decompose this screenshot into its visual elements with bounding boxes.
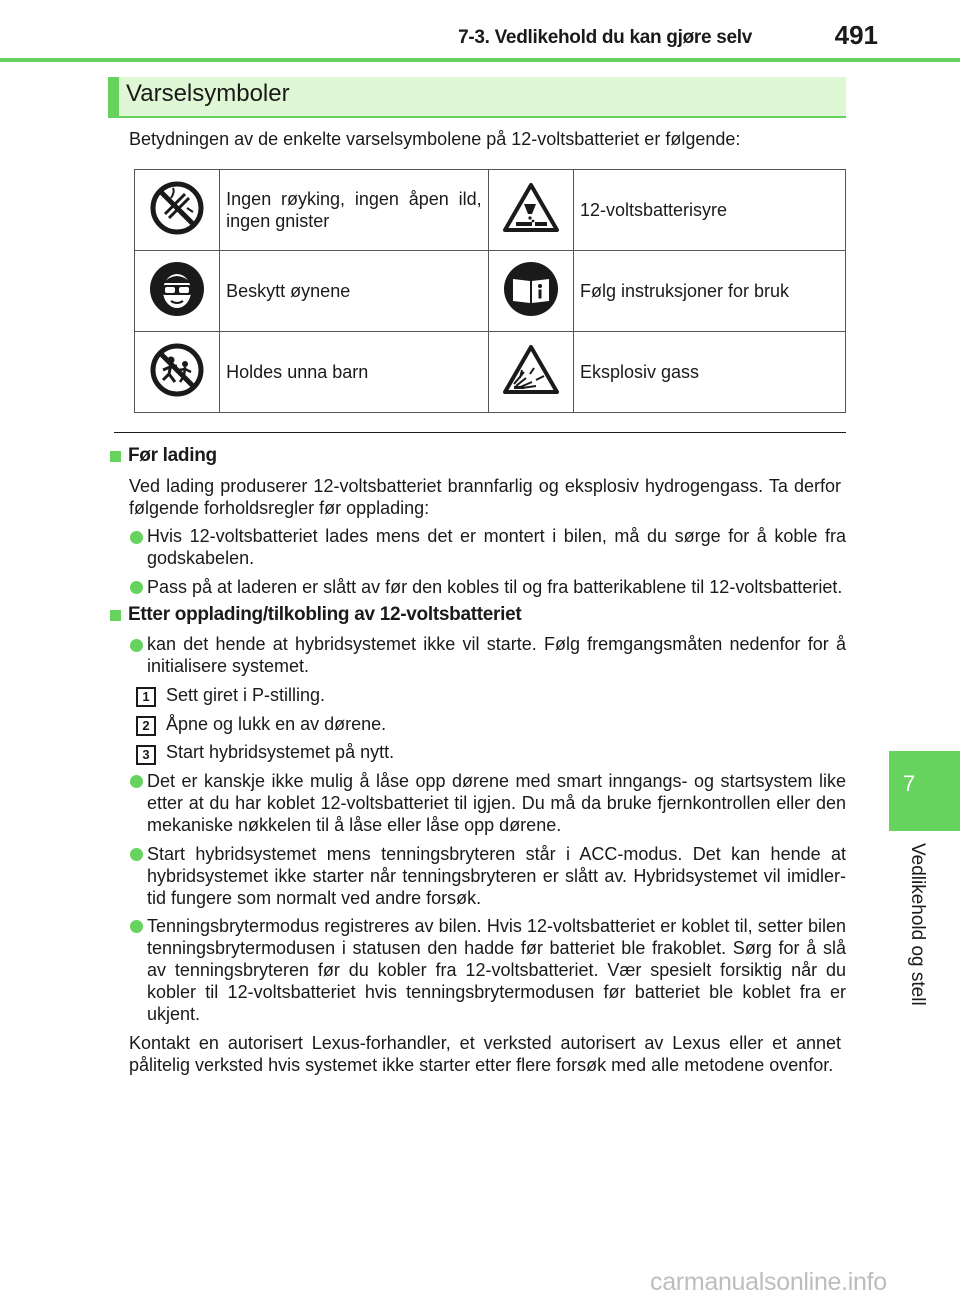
header-rule: [0, 58, 960, 62]
bullet-text: kan det hende at hybridsystemet ikke vil starte. Følg fremgangsmåten nedenfor for å initialisere systemet.: [147, 634, 846, 676]
step-number-box: 1: [136, 687, 156, 707]
symbol-cell: [135, 170, 220, 251]
bullet-text: Hvis 12-voltsbatteriet lades mens det er montert i bilen, må du sørge for å koble fra godskabelen.: [147, 526, 846, 568]
bullet-dot: [130, 775, 143, 788]
battery-acid-warning-icon: [502, 182, 560, 234]
bullet-text: Pass på at laderen er slått av før den kobles til og fra batterikablene til 12-voltsbatteriet.: [147, 577, 843, 597]
eye-protection-icon: [149, 261, 205, 317]
read-instructions-icon: [503, 261, 559, 317]
chapter-number: 7: [902, 771, 916, 796]
bullet-dot: [130, 581, 143, 594]
bullet-dot: [130, 639, 143, 652]
symbol-label: 12-voltsbatterisyre: [573, 170, 845, 251]
page-number: 491: [834, 20, 878, 50]
bullet-dot: [130, 531, 143, 544]
section-title: Varselsymboler: [126, 80, 290, 107]
closing-text: Kontakt en autorisert Lexus-forhandler, et verksted autorisert av Lexus eller et annet pålitelig verksted hvis systemet ikke starter etter flere forsøk med alle metodene ovenfor.: [129, 1033, 841, 1075]
bullet-text: Det er kanskje ikke mulig å låse opp dørene med smart inngangs- og startsystem like etter at du har koblet 12-voltsbatteriet til igjen. Du må da bruke fjernkontrollen eller den mekaniske nøkkelen til å låse eller låse opp dørene.: [147, 771, 846, 835]
bullet-dot: [130, 848, 143, 861]
table-row: [135, 170, 846, 251]
table-row: [135, 332, 846, 413]
chapter-title: Vedlikehold og stell: [907, 843, 928, 1006]
warning-symbols-table: [134, 169, 846, 413]
section-heading-marker: [108, 77, 119, 118]
bullet-dot: [130, 920, 143, 933]
symbol-label: Eksplosiv gass: [573, 332, 845, 413]
symbol-label: Følg instruksjoner for bruk: [573, 251, 845, 332]
symbol-label: Beskytt øynene: [220, 251, 489, 332]
bullet-text: Start hybridsystemet mens tenningsbryteren står i ACC-modus. Det kan hende at hybridsystemet ikke starter når tenningsbryteren er slått av. Hybridsystemet vil imidler-tid fungere som normalt ved andre forsøk.: [147, 844, 846, 908]
step-text: Sett giret i P-stilling.: [166, 685, 326, 705]
section-divider: [114, 432, 846, 433]
heading-square-marker: [110, 610, 121, 621]
before-charging-text: Ved lading produserer 12-voltsbatteriet brannfarlig og eksplosiv hydrogengass. Ta derfor følgende forholdsregler før opplading:: [129, 476, 841, 518]
table-row: [135, 251, 846, 332]
symbol-cell: [488, 251, 573, 332]
symbol-cell: [488, 170, 573, 251]
running-header-title: 7-3. Vedlikehold du kan gjøre selv: [458, 27, 752, 48]
keep-away-children-icon: [149, 342, 205, 398]
explosive-gas-warning-icon: [502, 344, 560, 396]
step-number-box: 2: [136, 716, 156, 736]
symbol-cell: [135, 332, 220, 413]
step-text: Åpne og lukk en av dørene.: [166, 714, 387, 734]
step-number-box: 3: [136, 745, 156, 765]
symbol-label: Holdes unna barn: [220, 332, 489, 413]
subheading-before-charging: Før lading: [128, 445, 217, 466]
heading-square-marker: [110, 451, 121, 462]
subheading-after-charging: Etter opplading/tilkobling av 12-voltsbatteriet: [128, 604, 522, 625]
bullet-text: Tenningsbrytermodus registreres av bilen. Hvis 12-voltsbatteriet er koblet til, setter bilen tenningsbrytermodusen i statusen den hadde før batteriet ble frakoblet. Sørg for å slå av tenningsbryteren før du kobler fra 12-voltsbatteriet. Vær spesielt forsiktig når du kobler til 12-voltsbatteriet hvis tenningsbrytermodusen før batteriet ble koblet fra er ukjent.: [147, 916, 846, 1024]
intro-text: Betydningen av de enkelte varselsymbolene på 12-voltsbatteriet er følgende:: [129, 129, 741, 149]
symbol-cell: [135, 251, 220, 332]
watermark-footer: carmanualsonline.info: [650, 1268, 887, 1296]
no-smoking-icon: [149, 180, 205, 236]
symbol-cell: [488, 332, 573, 413]
step-text: Start hybridsystemet på nytt.: [166, 742, 395, 762]
symbol-label: Ingen røyking, ingen åpen ild, ingen gnister: [220, 170, 489, 251]
